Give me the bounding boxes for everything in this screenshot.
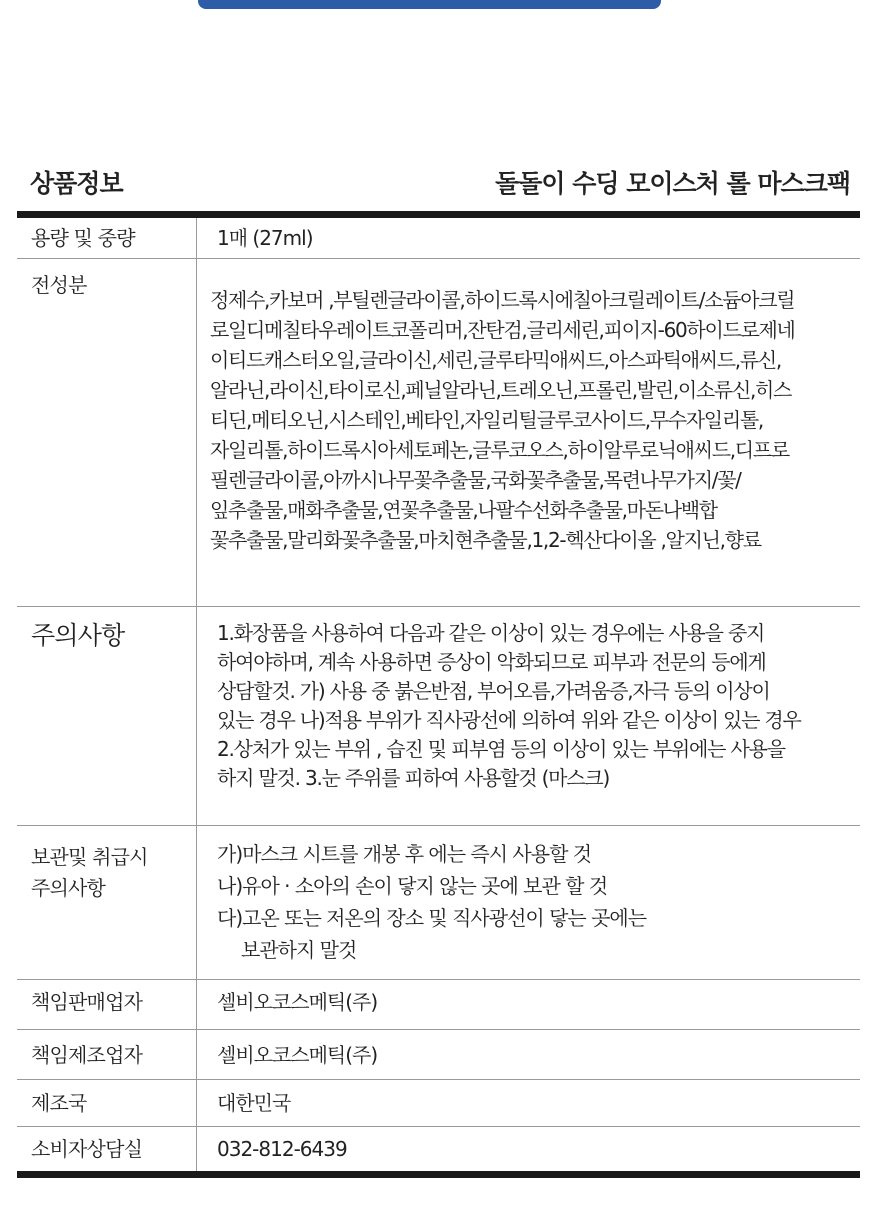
section-title: 상품정보	[30, 169, 123, 198]
row-label-capacity: 용량 및 중량	[17, 218, 197, 258]
caution-line: 1.화장품을 사용하여 다음과 같은 이상이 있는 경우에는 사용을 중지	[217, 621, 765, 645]
storage-line: 나)유아 · 소아의 손이 닿지 않는 곳에 보관 할 것	[217, 874, 608, 898]
row-label-seller: 책임판매업자	[17, 980, 197, 1029]
top-accent-bar	[198, 0, 661, 9]
row-value-contact: 032-812-6439	[217, 1137, 347, 1161]
row-label-ingredients: 전성분	[17, 259, 197, 606]
row-capacity	[17, 218, 860, 259]
storage-label-line: 보관및 취급시	[31, 845, 148, 869]
product-name: 돌돌이 수딩 모이스처 롤 마스크팩	[495, 169, 850, 198]
row-label-country: 제조국	[17, 1080, 197, 1126]
product-info-header	[30, 160, 850, 200]
ingredients-line: 정제수,카보머 ,부틸렌글라이콜,하이드록시에칠아크릴레이트/소듐아크릴	[210, 288, 795, 312]
caution-line: 있는 경우 나)적용 부위가 직사광선에 의하여 위와 같은 이상이 있는 경우	[217, 708, 801, 732]
caution-line: 상담할것. 가) 사용 중 붉은반점, 부어오름,가려움증,자극 등의 이상이	[217, 679, 770, 703]
row-value-country: 대한민국	[217, 1091, 291, 1115]
row-manufacturer	[17, 1030, 860, 1080]
product-info-table	[17, 218, 860, 1174]
ingredients-line: 자일리톨,하이드록시아세토페논,글루코오스,하이알루로닉애씨드,디프로	[210, 438, 789, 462]
row-value-storage	[217, 826, 856, 966]
storage-label-line: 주의사항	[31, 876, 106, 900]
row-ingredients	[17, 259, 860, 607]
table-top-rule	[17, 211, 860, 218]
caution-line: 하여야하며, 계속 사용하면 증상이 악화되므로 피부과 전문의 등에게	[217, 650, 766, 674]
row-country	[17, 1080, 860, 1127]
row-label-caution: 주의사항	[17, 607, 197, 825]
row-storage	[17, 826, 860, 980]
row-label-manufacturer: 책임제조업자	[17, 1030, 197, 1079]
caution-line: 2.상처가 있는 부위 , 습진 및 피부염 등의 이상이 있는 부위에는 사용을	[217, 737, 785, 761]
row-value-manufacturer: 셀비오코스메틱(주)	[217, 1043, 378, 1067]
ingredients-line: 로일디메칠타우레이트코폴리머,잔탄검,글리세린,피이지-60하이드로제네	[210, 318, 795, 342]
ingredients-line: 티딘,메티오닌,시스테인,베타인,자일리틸글루코사이드,무수자일리톨,	[210, 408, 763, 432]
ingredients-line: 잎추출물,매화추출물,연꽃추출물,나팔수선화추출물,마돈나백합	[210, 498, 717, 522]
ingredients-line: 필렌글라이콜,아까시나무꽃추출물,국화꽃추출물,목련나무가지/꽃/	[210, 468, 741, 492]
table-bottom-rule	[17, 1171, 860, 1178]
storage-line: 가)마스크 시트를 개봉 후 에는 즉시 사용할 것	[217, 842, 592, 866]
row-contact	[17, 1127, 860, 1174]
row-value-capacity: 1매 (27ml)	[217, 226, 313, 250]
ingredients-line: 이티드캐스터오일,글라이신,세린,글루타믹애씨드,아스파틱애씨드,류신,	[210, 348, 781, 372]
row-seller	[17, 980, 860, 1030]
row-value-caution	[217, 607, 856, 793]
storage-line: 보관하지 말것	[241, 938, 357, 962]
row-value-ingredients	[210, 259, 856, 555]
row-label-storage	[17, 826, 197, 979]
caution-line: 하지 말것. 3.눈 주위를 피하여 사용할것 (마스크)	[217, 766, 610, 790]
row-value-seller: 셀비오코스메틱(주)	[217, 990, 378, 1014]
row-caution	[17, 607, 860, 826]
ingredients-line: 꽃추출물,말리화꽃추출물,마치현추출물,1,2-헥산다이올 ,알지닌,향료	[210, 528, 761, 552]
ingredients-line: 알라닌,라이신,타이로신,페닐알라닌,트레오닌,프롤린,발린,이소류신,히스	[210, 378, 792, 402]
storage-line: 다)고온 또는 저온의 장소 및 직사광선이 닿는 곳에는	[217, 906, 647, 930]
row-label-contact: 소비자상담실	[17, 1127, 197, 1174]
